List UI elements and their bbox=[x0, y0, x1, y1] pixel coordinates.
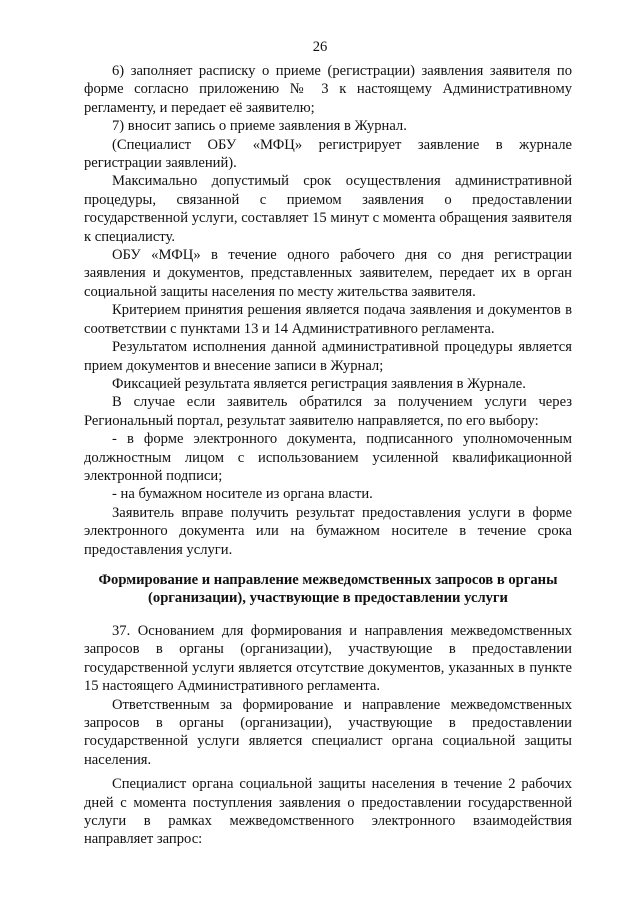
paragraph: Фиксацией результата является регистрация заявления в Журнале. bbox=[112, 375, 526, 392]
paragraph: (Специалист ОБУ «МФЦ» регистрирует заявление в журнале регистрации заявлений). bbox=[84, 136, 572, 172]
paragraph: 7) вносит запись о приеме заявления в Журнал. bbox=[112, 118, 407, 135]
section-heading-line: Формирование и направление межведомственных запросов в органы bbox=[98, 572, 558, 588]
paragraph: Результатом исполнения данной административной процедуры является прием документов и внесение записи в Журнал; bbox=[84, 339, 572, 374]
paragraph: Заявитель вправе получить результат предоставления услуги в форме электронного документа или на бумажном носителе в течение срока предоставления услуги. bbox=[84, 504, 572, 558]
paragraph: 6) заполняет расписку о приеме (регистрации) заявления заявителя по форме согласно приложению № 3 к настоящему Административному регламенту, и передает её заявителю; bbox=[84, 63, 572, 116]
paragraph: ОБУ «МФЦ» в течение одного рабочего дня со дня регистрации заявления и документов, представленных заявителем, передает их в орган социальной защиты населения по месту жительства заявителя. bbox=[84, 247, 572, 300]
paragraph: Специалист органа социальной защиты населения в течение 2 рабочих дней с момента поступления заявления о предоставлении государственной услуги в рамках межведомственного электронного взаимодействия направляет запрос: bbox=[84, 776, 572, 848]
paragraph: Критерием принятия решения является подача заявления и документов в соответствии с пунктами 13 и 14 Административного регламента. bbox=[84, 302, 572, 337]
body-text-block-1 bbox=[84, 62, 572, 559]
section-heading-line: (организации), участвующие в предоставлении услуги bbox=[148, 590, 508, 607]
paragraph: Максимально допустимый срок осуществления административной процедуры, связанной с приемом заявления о предоставлении государственной услуги, составляет 15 минут с момента обращения заявителя к специалисту. bbox=[84, 173, 572, 245]
paragraph: - в форме электронного документа, подписанного уполномоченным должностным лицом с использованием усиленной квалификационной электронной подписи; bbox=[84, 431, 572, 484]
body-text-block-2 bbox=[84, 622, 572, 849]
page-number: 26 bbox=[312, 39, 328, 55]
paragraph: - на бумажном носителе из органа власти. bbox=[112, 486, 373, 503]
paragraph: 37. Основанием для формирования и направления межведомственных запросов в органы (организации), участвующие в предоставлении государственной услуги является отсутствие документов, указанных в пункте 15 настоящего Административного регламента. bbox=[84, 623, 572, 695]
section-heading bbox=[84, 571, 572, 608]
paragraph: В случае если заявитель обратился за получением услуги через Региональный портал, результат заявителю направляется, по его выбору: bbox=[84, 394, 572, 429]
paragraph: Ответственным за формирование и направление межведомственных запросов в органы (организации), участвующие в предоставлении государственной услуги является специалист органа социальной защиты населения. bbox=[84, 696, 572, 768]
